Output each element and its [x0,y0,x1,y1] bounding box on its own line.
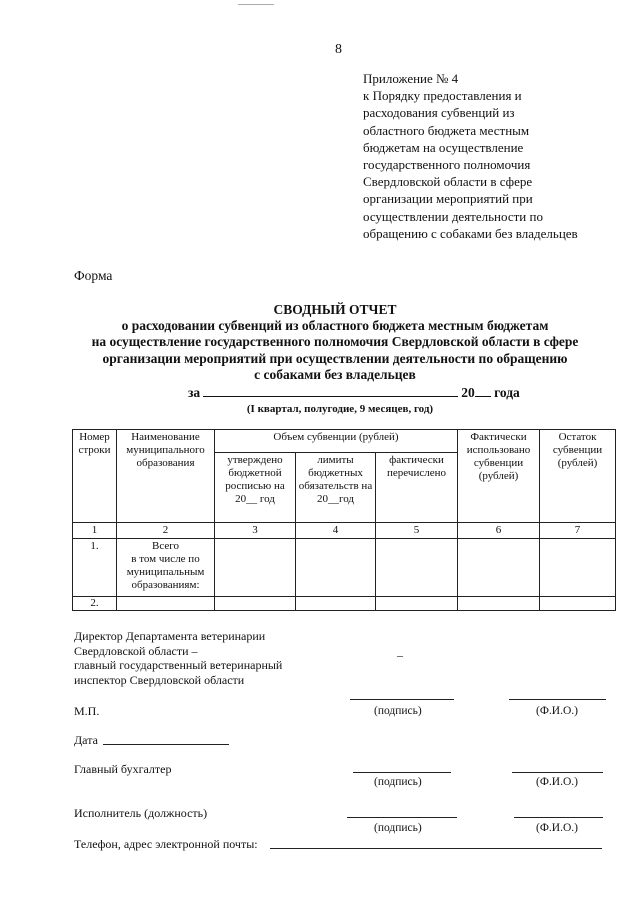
header-used: Фактически использовано субвенции (рублей) [458,430,540,523]
appendix-line: расходования субвенций из [363,105,515,121]
appendix-line: Свердловской области в сфере [363,174,533,190]
period-prefix: за [188,385,201,400]
director-line: инспектор Свердловской области [74,672,245,687]
contacts-line[interactable] [270,848,602,849]
column-number: 4 [296,523,376,539]
executor-signature-line[interactable] [347,817,457,818]
appendix-line: обращению с собаками без владельцев [363,225,578,241]
appendix-line: государственного полномочия [363,157,531,173]
date-line[interactable] [103,744,229,745]
column-number: 2 [117,523,215,539]
form-label: Форма [74,268,113,283]
period-line [188,385,520,401]
column-number: 5 [376,523,458,539]
title-line: на осуществление государственного полномочия Свердловской области в сфере [91,334,579,350]
table-cell[interactable] [540,597,616,611]
table-cell[interactable] [215,539,296,597]
top-edge-line [238,4,274,5]
header-subvention-volume: Объем субвенции (рублей) [215,430,458,453]
report-table [72,429,616,611]
date-label: Дата [74,733,98,747]
executor-fio-line[interactable] [514,817,603,818]
row-number: 1. [73,539,117,597]
table-cell[interactable] [458,597,540,611]
executor-label: Исполнитель (должность) [74,806,208,820]
column-number: 6 [458,523,540,539]
title-main: СВОДНЫЙ ОТЧЕТ [273,302,397,317]
row-name-line: образованиям: [131,579,200,591]
chief-accountant-label: Главный бухгалтер [74,762,172,776]
dash-mark: – [397,648,403,662]
fio-hint: (Ф.И.О.) [536,776,578,788]
contacts-label: Телефон, адрес электронной почты: [74,837,258,851]
period-hint: (I квартал, полугодие, 9 месяцев, год) [246,403,434,415]
header-remainder: Остаток субвенции (рублей) [540,430,616,523]
director-fio-line[interactable] [509,699,606,700]
director-block [74,629,282,687]
table-cell[interactable] [376,597,458,611]
accountant-signature-line[interactable] [353,772,451,773]
appendix-line: осуществлении деятельности по [363,208,543,224]
period-blank[interactable] [203,385,458,397]
signature-hint: (подпись) [374,822,422,834]
table-cell[interactable] [540,539,616,597]
appendix-line: областного бюджета местным [363,122,530,138]
mp-label: М.П. [74,704,100,718]
appendix-block [363,70,613,242]
title-line: о расходовании субвенций из областного бюджета местным бюджетам [121,318,549,334]
header-limits: лимиты бюджетных обязательств на 20__год [296,452,376,522]
header-transferred: фактически перечислено [376,452,458,522]
report-title [60,302,610,383]
table-cell[interactable] [296,539,376,597]
row-name-line: Всего [152,540,179,552]
header-row-number: Номер строки [73,430,117,523]
signature-hint: (подпись) [374,776,422,788]
accountant-fio-line[interactable] [512,772,603,773]
column-number: 7 [540,523,616,539]
table-row [73,539,616,597]
row-name [117,539,215,597]
table-cell[interactable] [117,597,215,611]
header-municipality: Наименование муниципального образования [117,430,215,523]
page-number: 8 [335,42,342,57]
table-cell[interactable] [215,597,296,611]
director-line: Директор Департамента ветеринарии [74,629,266,643]
fio-hint: (Ф.И.О.) [536,705,578,717]
signature-hint: (подпись) [374,705,422,717]
title-line: организации мероприятий при осуществлении деятельности по обращению [102,350,568,366]
appendix-line: Приложение № 4 [363,71,459,86]
table-cell[interactable] [296,597,376,611]
column-number: 1 [73,523,117,539]
appendix-line: организации мероприятий при [363,191,533,207]
header-approved: утверждено бюджетной росписью на 20__ год [215,452,296,522]
table-cell[interactable] [376,539,458,597]
row-name-line: в том числе по [131,553,200,565]
year-suffix: года [494,385,520,400]
fio-hint: (Ф.И.О.) [536,822,578,834]
year-prefix: 20 [461,385,475,400]
year-blank[interactable] [475,385,491,397]
table-cell[interactable] [458,539,540,597]
row-number: 2. [73,597,117,611]
column-number: 3 [215,523,296,539]
table-row [73,597,616,611]
title-line: с собаками без владельцев [254,366,416,382]
appendix-line: к Порядку предоставления и [363,88,522,104]
appendix-line: бюджетам на осуществление [363,139,524,155]
director-line: главный государственный ветеринарный [74,658,283,672]
director-signature-line[interactable] [350,699,454,700]
director-line: Свердловской области – [74,643,198,658]
row-name-line: муниципальным [126,566,205,578]
